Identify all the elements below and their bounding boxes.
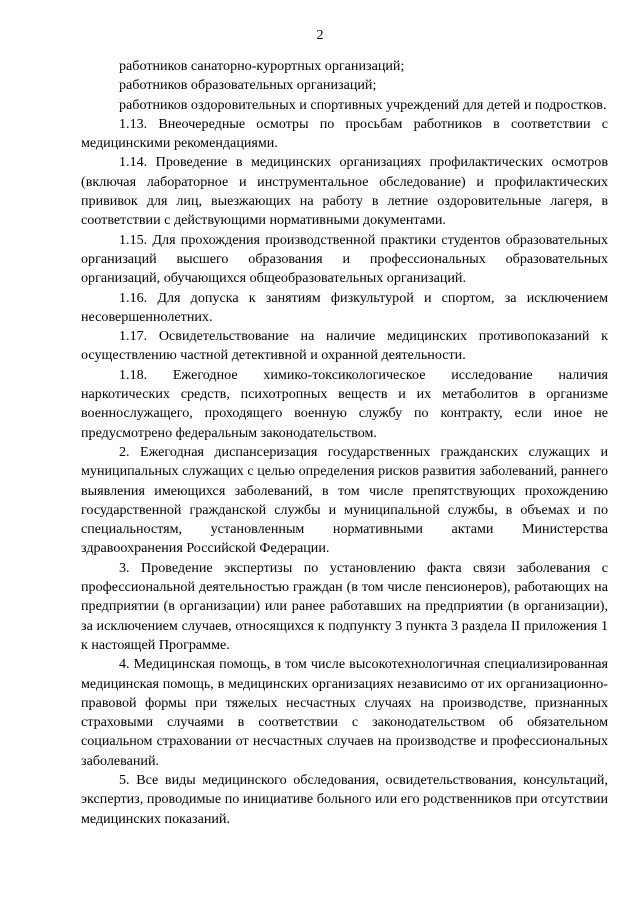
paragraph: 1.16. Для допуска к занятиям физкультурой и спортом, за исключением несовершеннолетних. bbox=[81, 289, 608, 325]
paragraph: 5. Все виды медицинского обследования, освидетельствования, консультаций, экспертиз, проводимые по инициативе больного или его родственников при отсутствии медицинских показаний. bbox=[81, 771, 608, 827]
document-body bbox=[81, 57, 608, 829]
paragraph: работников оздоровительных и спортивных учреждений для детей и подростков. bbox=[119, 96, 607, 113]
paragraph: 1.14. Проведение в медицинских организациях профилактических осмотров (включая лабораторное и инструментальное обследование) и профилактических прививок для лиц, выезжающих на работу в летние оздоровительные лагеря, в соответствии с действующими нормативными документами. bbox=[81, 154, 608, 229]
paragraph: 4. Медицинская помощь, в том числе высокотехнологичная специализированная медицинская помощь, в медицинских организациях независимо от их организационно-правовой формы при тяжелых несчастных случаях на производстве, признанных страховыми случаями в соответствии с законодательством об обязательном социальном страховании от несчастных случаев на производстве и профессиональных заболеваний. bbox=[81, 656, 608, 769]
paragraph: 3. Проведение экспертизы по установлению факта связи заболевания с профессиональной деятельностью граждан (в том числе пенсионеров), работающих на предприятии (в организации) или ранее работавших на предприятии (в организации), за исключением случаев, относящихся к подпункту 3 пункта 3 раздела II приложения 1 к настоящей Программе. bbox=[81, 559, 608, 653]
paragraph: 1.15. Для прохождения производственной практики студентов образовательных организаций высшего образования и профессиональных образовательных организаций, обучающихся общеобразовательных организаций. bbox=[81, 231, 608, 287]
paragraph: работников образовательных организаций; bbox=[119, 77, 377, 94]
paragraph: 1.13. Внеочередные осмотры по просьбам работников в соответствии с медицинскими рекомендациями. bbox=[81, 115, 608, 152]
paragraph: работников санаторно-курортных организаций; bbox=[119, 58, 405, 74]
paragraph: 2. Ежегодная диспансеризация государственных гражданских служащих и муниципальных служащих с целью определения рисков развития заболеваний, раннего выявления имеющихся заболеваний, в том числе препятствующих прохождению государственной гражданской службы и муниципальной службы, в объемах и по специальностям, установленным нормативными актами Министерства здравоохранения Российской Федерации. bbox=[81, 443, 608, 557]
page-number: 2 bbox=[316, 28, 324, 43]
paragraph: 1.17. Освидетельствование на наличие медицинских противопоказаний к осуществлению частной детективной и охранной деятельности. bbox=[81, 328, 608, 364]
paragraph: 1.18. Ежегодное химико-токсикологическое исследование наличия наркотических средств, психотропных веществ и их метаболитов в организме военнослужащего, проходящего военную службу по контракту, если иное не предусмотрено федеральным законодательством. bbox=[81, 366, 608, 441]
